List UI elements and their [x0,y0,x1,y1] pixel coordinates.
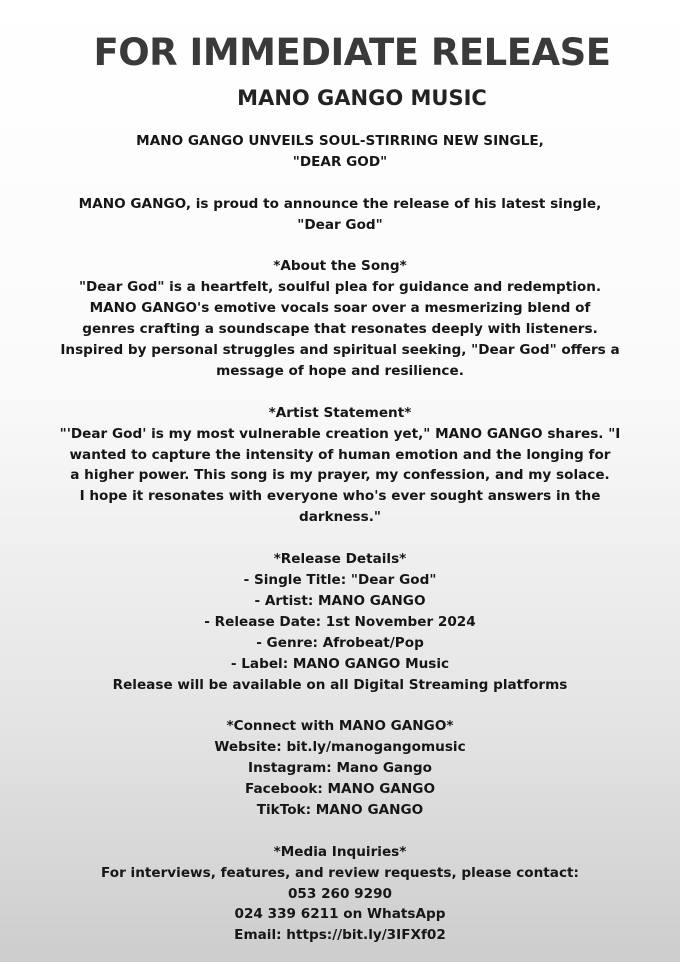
media-email: Email: https://bit.ly/3IFXf02 [234,927,446,944]
spacer [40,382,640,403]
release-label: - Label: MANO GANGO Music [230,655,450,672]
about-heading: *About the Song* [273,258,407,275]
media-contact-text: For interviews, features, and review requests, please contact: [101,864,579,881]
announce-line-1: MANO GANGO, is proud to announce the release of his latest single, [78,195,602,212]
page-title: FOR IMMEDIATE RELEASE [93,31,611,74]
about-line: MANO GANGO's emotive vocals soar over a mesmerizing blend of [89,300,591,317]
connect-tiktok: TikTok: MANO GANGO [256,801,424,818]
statement-heading: *Artist Statement* [268,404,412,421]
about-line: genres crafting a soundscape that resonates deeply with listeners. [82,321,598,338]
about-line: message of hope and resilience. [216,362,464,379]
spacer [40,695,640,716]
headline-line-1: MANO GANGO UNVEILS SOUL-STIRRING NEW SINGLE, [136,133,544,149]
connect-instagram: Instagram: Mano Gango [248,760,432,777]
release-artist: - Artist: MANO GANGO [254,592,426,609]
spacer [40,236,640,257]
spacer [40,173,640,194]
connect-facebook: Facebook: MANO GANGO [244,781,436,798]
release-heading: *Release Details* [273,551,407,568]
statement-line: I hope it resonates with everyone who's ever sought answers in the [79,488,601,505]
media-whatsapp: 024 339 6211 on WhatsApp [234,906,446,923]
about-line: Inspired by personal struggles and spiritual seeking, "Dear God" offers a [60,342,620,359]
press-release-body [40,131,640,946]
statement-line: a higher power. This song is my prayer, my confession, and my solace. [70,467,610,484]
statement-line: wanted to capture the intensity of human emotion and the longing for [69,446,611,463]
statement-line: darkness." [299,509,381,526]
statement-line: "'Dear God' is my most vulnerable creation yet," MANO GANGO shares. "I [59,425,621,442]
announce-line-2: "Dear God" [297,216,383,233]
release-date: - Release Date: 1st November 2024 [204,613,476,630]
release-availability: Release will be available on all Digital Streaming platforms [112,676,568,693]
spacer [40,821,640,842]
about-line: "Dear God" is a heartfelt, soulful plea for guidance and redemption. [78,279,602,296]
page-subtitle: MANO GANGO MUSIC [237,86,487,110]
media-phone: 053 260 9290 [287,885,393,902]
headline-line-2: "DEAR GOD" [292,153,388,170]
connect-heading: *Connect with MANO GANGO* [226,718,454,735]
connect-website: Website: bit.ly/manogangomusic [214,739,466,756]
spacer [40,528,640,549]
release-genre: - Genre: Afrobeat/Pop [256,634,424,651]
release-single-title: - Single Title: "Dear God" [243,571,437,588]
media-heading: *Media Inquiries* [273,843,407,860]
